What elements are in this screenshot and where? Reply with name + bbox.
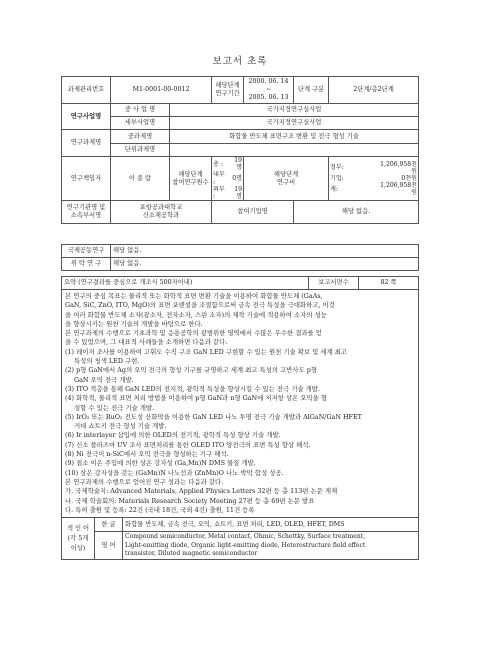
summary-line: (1) 레이저 조사를 이용하여 고휘도 수직 구조 GaN LED 구현할 수 있는 원천 기술 확보 및 세계 최고 [65, 347, 348, 356]
summary-line: 나. 국제 학술회의: Materials Research Society Meeting 27편 등 총 69편 논문 발표 [65, 496, 315, 505]
keywords-ko-label: 한 글 [95, 518, 123, 532]
summary-line: 성할 수 있는 전극 기술 개발. [74, 403, 155, 412]
summary-line: 본 연구과제의 수행으로 기초과학 및 응용공학의 광범위한 영역에서 수많은 우수한 결과를 얻 [65, 329, 322, 338]
stage-label: 단계 구분 [294, 77, 329, 104]
keywords-en-label: 영 어 [95, 532, 123, 560]
summary-line: (2) p형 GaN에서 Ag의 오믹 전극의 형성 기구를 규명하고 세계 최고 특성의 고반사도 p형 [65, 366, 318, 375]
summary-line: 을 향상시키는 원천 기술의 개발을 바탕으로 한다. [65, 319, 203, 328]
summary-line: (3) ITO 적층을 통해 GaN LED의 전지적, 광학적 특성을 향상시킬 수 있는 전극 기술 개발. [65, 384, 320, 393]
summary-line: GaN, SiC, ZnO, ITO, MgO)의 표면 포텐셜을 조절함으로써 금속 전극 특성을 극대화하고, 이것 [65, 301, 335, 310]
unit-task-value [170, 144, 419, 157]
keywords-ko-value: 화합물 반도체, 금속 전극, 오믹, 쇼트키, 표면 처리, LED, OLED, HFET, DMS [123, 518, 419, 532]
summary-line: 본 연구과제의 수행으로 얻어진 연구 성과는 다음과 같다. [65, 477, 224, 486]
page-title: 보고서 초록 [212, 56, 268, 67]
pi-label: 연구책임자 [62, 157, 111, 201]
sum-value: 1,206,958천원 [380, 182, 418, 197]
sum-label: 계: [330, 185, 338, 193]
intl-coop-label: 국제공동연구 [62, 245, 111, 258]
main-task-value: 화합물 반도체 표면구조 변환 및 전극 형성 기술 [170, 130, 419, 144]
summary-line: 가. 국제학술지: Advanced Materials, Applied Physics Letters 32편 등 총 113편 논문 게재 [65, 487, 338, 496]
project-group-label: 연구사업명 [62, 104, 111, 130]
mid-project-value: 국가지정연구실사업 [170, 104, 419, 117]
summary-line: 특성의 청색 LED 구현. [74, 357, 140, 366]
internal-value: 0명 [232, 175, 243, 182]
gov-value: 1,206,958천원 [380, 160, 418, 175]
sub-project-value: 국가지정연구실사업 [170, 117, 419, 130]
internal-label: 내부 : [213, 171, 225, 186]
keywords-en-line: transistor, Diluted magnetic semiconductor [125, 549, 258, 557]
research-cost [329, 157, 419, 201]
researchers-label: 해당단계 참여연구원수 [170, 157, 212, 201]
summary-line: (5) IrO₂ 또는 RuO₂ 전도성 산화막을 이용한 GaN LED 나노 투명 전극 기술 개발과 AlGaN/GaN HFET [65, 412, 362, 421]
pi-name: 이 종 람 [111, 157, 170, 201]
mid-project-label: 중 사 업 명 [111, 104, 170, 117]
keywords-label: 색 인 어 (각 5개 이상) [62, 518, 95, 560]
corp-value: 0천원 [401, 175, 418, 182]
stage-value: 2단계/총2단계 [329, 77, 419, 104]
external-label: 외부 : [213, 185, 225, 201]
summary-line: 을 여러 화합물 반도체 소자(광소자, 전자소자, 스핀 소자)의 제작 기술에 적용하여 소자의 성능 [65, 310, 327, 319]
info-table [61, 76, 419, 224]
total-value: 19명 [234, 157, 243, 172]
summary-line: GaN 오믹 전극 개발. [74, 375, 134, 384]
research-group-label: 연구과제명 [62, 130, 111, 157]
main-task-label: 중과제명 [111, 130, 170, 144]
summary-label: 요약 (연구결과를 중심으로 개조식 500자이내) [62, 277, 309, 290]
period-label: 해당단계 연구기간 [212, 77, 244, 104]
summary-line: 을 수 있었으며, 그 대표적 사례들을 소개하면 다음과 같다. [65, 338, 228, 347]
summary-line: (8) Ni 전극이 n-SiC에서 오믹 전극을 형성하는 기구 해석. [65, 450, 229, 459]
cost-label: 해당단계 연구비 [244, 157, 329, 201]
summary-line: (10) 상온 강자성을 갖는 (GaMn)N 나노선과 (ZnMn)O 나노 박막 합성 성공. [65, 468, 284, 477]
researchers-count [212, 157, 244, 201]
institution-label: 연구기관명 및 소속부서명 [62, 201, 111, 224]
external-value: 19명 [234, 185, 243, 201]
keywords-en-line: Light-emitting diode, Organic light-emitting diode, Heterostructure field effect [125, 541, 366, 549]
pages-value: 82 쪽 [359, 277, 419, 290]
summary-line: (4) 화학적, 물리적 표면 처리 방법을 이용하여 p형 GaN과 n형 GaN에 저저항 상온 오믹을 형 [65, 394, 327, 403]
summary-line: (7) 신소 플라즈마 UV 조사 표면처리를 통한 OLED ITO 양전극의 표면 특성 향상 해석. [65, 440, 311, 449]
company-value: 해당 없음. [294, 201, 419, 224]
summary-line: (6) Ir interlayer 삽입에 의한 OLED의 전기적, 광학적 특성 향상 기술 개발. [65, 431, 281, 440]
summary-line: 다. 특허 출원 및 등록: 22건 (국내 18건, 국외 4건) 출원, 11건 등록 [65, 505, 255, 514]
summary-line: (9) 질소 이온 주입에 의한 상온 강자성 (Ga,Mn)N DMS 물질 개발. [65, 459, 256, 468]
period-value: 2000. 06. 14 ~ 2005. 06. 13 [244, 77, 294, 104]
coop-table [61, 244, 419, 271]
total-label: 총 : [213, 160, 223, 168]
unit-task-label: 단위과제명 [111, 144, 170, 157]
keywords-en-value [123, 532, 419, 560]
summary-line: 본 연구의 중심 목표는 물리적 또는 화학적 표면 변환 기술을 이용하여 화합물 반도체 (GaAs, [65, 292, 323, 300]
sub-project-label: 세부사업명 [111, 117, 170, 130]
summary-line: 거대 쇼트키 전극 형성 기술 개발. [74, 422, 167, 431]
gov-label: 정부: [330, 164, 344, 172]
project-no: M1-0001-00-0012 [111, 77, 212, 104]
corp-label: 기업: [330, 175, 344, 182]
summary-table [61, 276, 419, 560]
delegate-label: 위 탁 연 구 [62, 258, 111, 271]
company-label: 참여기업명 [212, 201, 294, 224]
project-no-label: 과제관리번호 [62, 77, 111, 104]
intl-coop-value: 해당 없음. [111, 245, 419, 258]
delegate-value: 해당 없음. [111, 258, 419, 271]
pages-label: 보고서면수 [309, 277, 359, 290]
institution-name: 포항공과대학교 신소재공학과 [111, 201, 212, 224]
summary-body [62, 290, 419, 518]
keywords-en-line: Compound semiconductor, Metal contact, Ohmic, Schottky, Surface treatment, [125, 533, 366, 541]
